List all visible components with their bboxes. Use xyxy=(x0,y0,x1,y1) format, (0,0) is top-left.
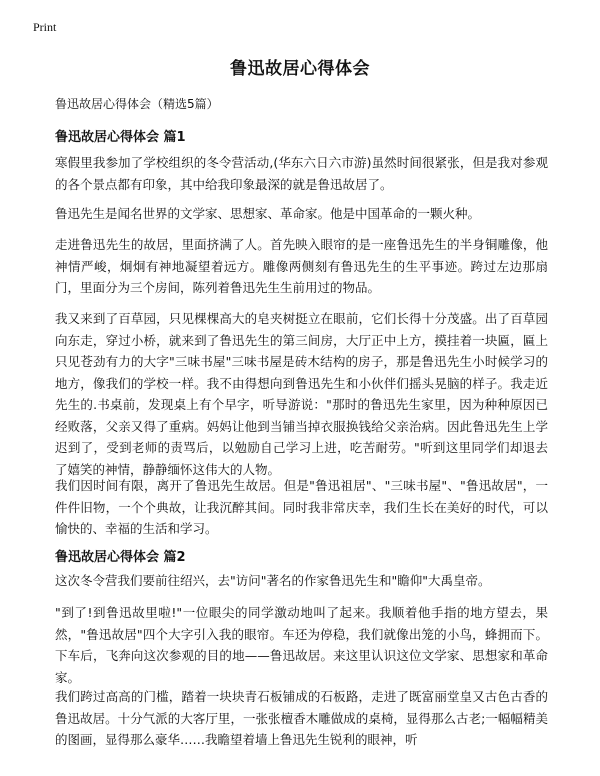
paragraph: "到了!到鲁迅故里啦!"一位眼尖的同学激动地叫了起来。我顺着他手指的地方望去，果然，"鲁迅故居"四个大字引入我的眼帘。车还为停稳，我们就像出笼的小鸟，蜂拥而下。下车后，飞奔向这次参观的目的地——鲁迅故居。来这里认识这位文学家、思想家和革命家。 xyxy=(55,605,548,685)
paragraph: 寒假里我参加了学校组织的冬令营活动,(华东六日六市游)虽然时间很紧张，但是我对参观的各个景点都有印象，其中给我印象最深的就是鲁迅故居了。 xyxy=(55,155,548,192)
print-link[interactable]: Print xyxy=(33,20,57,34)
paragraph: 我又来到了百草园，只见棵棵高大的皂夹树挺立在眼前，它们长得十分茂盛。出了百草园向东走，穿过小桥，就来到了鲁迅先生的第三间房，大厅正中上方，摸挂着一块匾，匾上只见苍劲有力的大字"三味书屋"三味书屋是砖木结构的房子，那是鲁迅先生小时候学习的地方，像我们的学校一样。我不由得想向到鲁迅先生和小伙伴们摇头晃脑的样子。我走近先生的.书桌前，发现桌上有个早字，听导游说："那时的鲁迅先生家里，因为种种原因已经败落，父亲又得了重病。妈妈让他到当铺当掉衣服换钱给父亲治病。因此鲁迅先生上学迟到了，受到老师的责骂后，以勉励自己学习上进，吃苦耐劳。"听到这里同学们却退去了嬉笑的神情，静静缅怀这伟大的人物。 xyxy=(55,311,548,477)
document-subtitle: 鲁迅故居心得体会（精选5篇） xyxy=(55,97,219,111)
paragraph: 这次冬令营我们要前往绍兴，去"访问"著名的作家鲁迅先生和"瞻仰"大禹皇帝。 xyxy=(55,573,491,588)
paragraph: 走进鲁迅先生的故居，里面挤满了人。首先映入眼帘的是一座鲁迅先生的半身铜雕像，他神情严峻，炯炯有神地凝望着远方。雕像两侧刻有鲁迅先生的生平事迹。跨过左边那扇门，里面分为三个房间，陈列着鲁迅先生生前用过的物品。 xyxy=(55,237,548,295)
paragraph: 鲁迅先生是闻名世界的文学家、思想家、革命家。他是中国革命的一颗火种。 xyxy=(55,206,481,221)
paragraph: 我们跨过高高的门槛，踏着一块块青石板铺成的石板路，走进了既富丽堂皇又古色古香的鲁迅故居。十分气派的大客厅里，一张张檀香木雕做成的桌椅，显得那么古老;一幅幅精美的图画，显得那么豪华……我瞻望着墙上鲁迅先生锐利的眼神，听 xyxy=(55,689,548,747)
section-heading-2: 鲁迅故居心得体会 篇2 xyxy=(55,550,186,565)
section-heading-1: 鲁迅故居心得体会 篇1 xyxy=(55,130,186,145)
paragraph: 我们因时间有限，离开了鲁迅先生故居。但是"鲁迅祖居"、"三味书屋"、"鲁迅故居"，一件件旧物，一个个典故，让我沉醉其间。同时我非常庆幸，我们生长在美好的时代，可以愉快的、幸福的生活和学习。 xyxy=(55,478,548,536)
document-title: 鲁迅故居心得体会 xyxy=(230,59,370,79)
